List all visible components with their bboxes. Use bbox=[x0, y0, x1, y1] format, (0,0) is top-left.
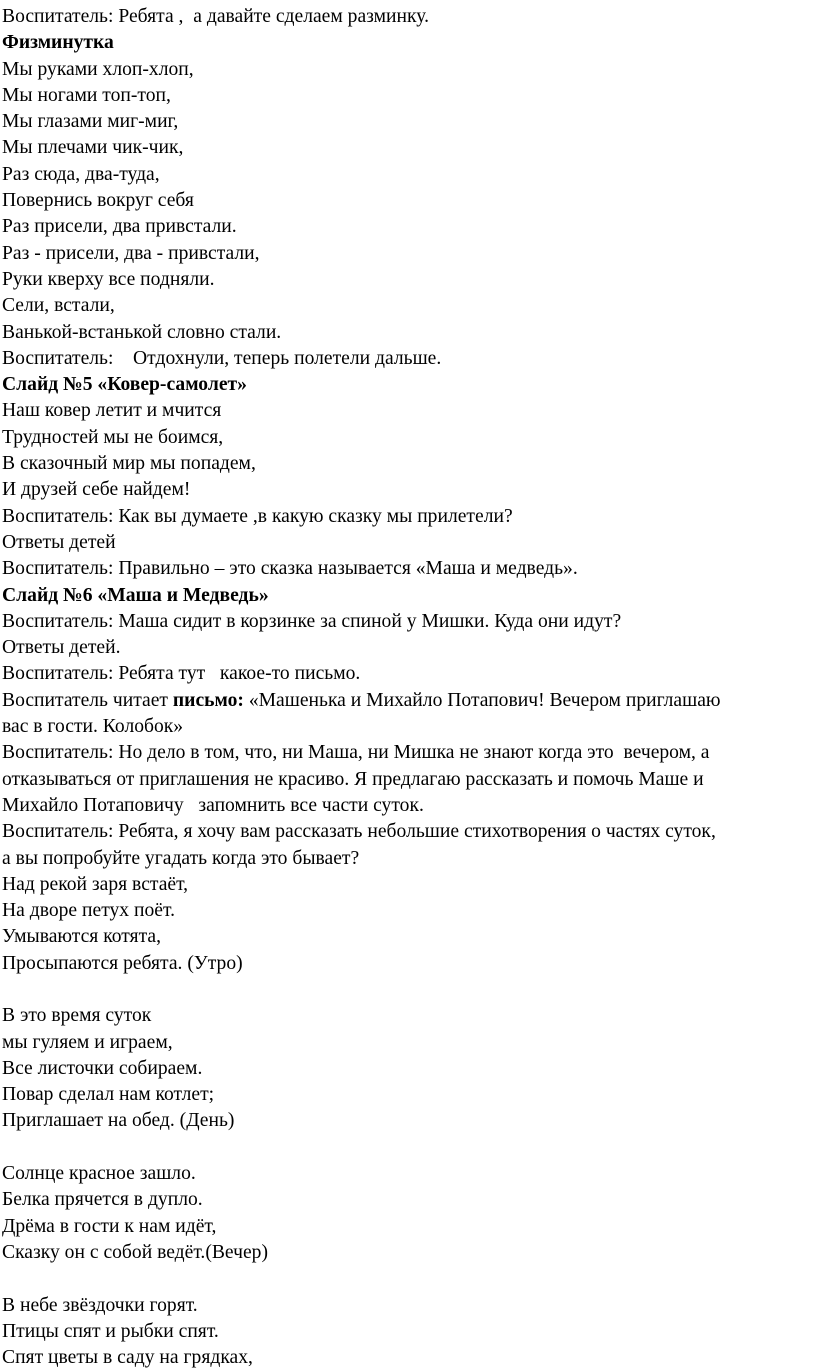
poem-morning-line: На дворе петух поёт. bbox=[2, 900, 175, 922]
letter-line: вас в гости. Колобок» bbox=[2, 716, 184, 738]
poem-night-line: В небе звёздочки горят. bbox=[2, 1294, 198, 1316]
paragraph-line: Михайло Потаповичу запомнить все части суток. bbox=[2, 794, 424, 816]
paragraph-line: Воспитатель: Ребята, я хочу вам рассказать небольшие стихотворения о частях суток, bbox=[2, 821, 716, 843]
poem-morning-line: Над рекой заря встаёт, bbox=[2, 873, 189, 895]
poem-line: Раз сюда, два-туда, bbox=[2, 163, 160, 185]
letter-text: «Машенька и Михайло Потапович! Вечером приглашаю bbox=[243, 689, 721, 711]
poem-line: Руки кверху все подняли. bbox=[2, 268, 215, 290]
poem-line: Мы глазами миг-миг, bbox=[2, 111, 179, 133]
letter-bold-word: письмо: bbox=[172, 689, 244, 711]
poem-line: Ванькой-встанькой словно стали. bbox=[2, 321, 282, 343]
poem-evening-line: Дрёма в гости к нам идёт, bbox=[2, 1215, 217, 1237]
poem-morning-line: Умываются котята, bbox=[2, 926, 161, 948]
section-heading-slide-5: Слайд №5 «Ковер-самолет» bbox=[2, 374, 247, 396]
blank-line bbox=[2, 1266, 816, 1292]
poem-line: И друзей себе найдем! bbox=[2, 479, 191, 501]
poem-day-line: мы гуляем и играем, bbox=[2, 1031, 173, 1053]
text-line: Воспитатель: Ребята , а давайте сделаем разминку. bbox=[2, 6, 429, 27]
poem-line: Мы плечами чик-чик, bbox=[2, 137, 184, 159]
poem-night-line: Птицы спят и рыбки спят. bbox=[2, 1320, 219, 1342]
poem-night-line: Спят цветы в саду на грядках, bbox=[2, 1347, 253, 1369]
text-line: Воспитатель: Ребята тут какое-то письмо. bbox=[2, 663, 361, 685]
poem-morning-line: Просыпаются ребята. (Утро) bbox=[2, 952, 243, 974]
poem-evening-line: Солнце красное зашло. bbox=[2, 1163, 196, 1185]
poem-line: Мы руками хлоп-хлоп, bbox=[2, 58, 194, 80]
poem-line: Трудностей мы не боимся, bbox=[2, 426, 224, 448]
section-heading-slide-6: Слайд №6 «Маша и Медведь» bbox=[2, 584, 269, 606]
text-line: Воспитатель: Правильно – это сказка называется «Маша и медведь». bbox=[2, 558, 578, 580]
paragraph-line: Воспитатель: Но дело в том, что, ни Маша, ни Мишка не знают когда это вечером, а bbox=[2, 742, 710, 764]
poem-day-line: Приглашает на обед. (День) bbox=[2, 1110, 235, 1132]
blank-line bbox=[2, 1135, 816, 1161]
poem-line: Мы ногами топ-топ, bbox=[2, 84, 171, 106]
poem-evening-line: Белка прячется в дупло. bbox=[2, 1189, 203, 1211]
blank-line bbox=[2, 977, 816, 1003]
poem-day-line: Все листочки собираем. bbox=[2, 1057, 203, 1079]
paragraph-line: отказываться от приглашения не красиво. Я предлагаю рассказать и помочь Маше и bbox=[2, 768, 704, 790]
poem-evening-line: Сказку он с собой ведёт.(Вечер) bbox=[2, 1241, 268, 1263]
poem-line: Наш ковер летит и мчится bbox=[2, 400, 222, 422]
letter-prefix: Воспитатель читает bbox=[2, 689, 173, 711]
poem-day-line: В это время суток bbox=[2, 1005, 152, 1027]
text-line: Ответы детей. bbox=[2, 637, 121, 659]
poem-day-line: Повар сделал нам котлет; bbox=[2, 1084, 215, 1106]
text-line: Ответы детей bbox=[2, 531, 116, 553]
poem-line: В сказочный мир мы попадем, bbox=[2, 453, 256, 475]
poem-line: Раз присели, два привстали. bbox=[2, 216, 237, 238]
text-line: Воспитатель: Как вы думаете ,в какую сказку мы прилетели? bbox=[2, 505, 513, 527]
paragraph-line: а вы попробуйте угадать когда это бывает? bbox=[2, 847, 360, 869]
text-line: Воспитатель: Отдохнули, теперь полетели дальше. bbox=[2, 347, 442, 369]
text-line: Воспитатель: Маша сидит в корзинке за спиной у Мишки. Куда они идут? bbox=[2, 610, 622, 632]
letter-line bbox=[2, 688, 816, 714]
poem-line: Сели, встали, bbox=[2, 295, 115, 317]
poem-line: Раз - присели, два - привстали, bbox=[2, 242, 260, 264]
section-heading-fizminutka: Физминутка bbox=[2, 32, 114, 54]
poem-line: Повернись вокруг себя bbox=[2, 190, 194, 212]
